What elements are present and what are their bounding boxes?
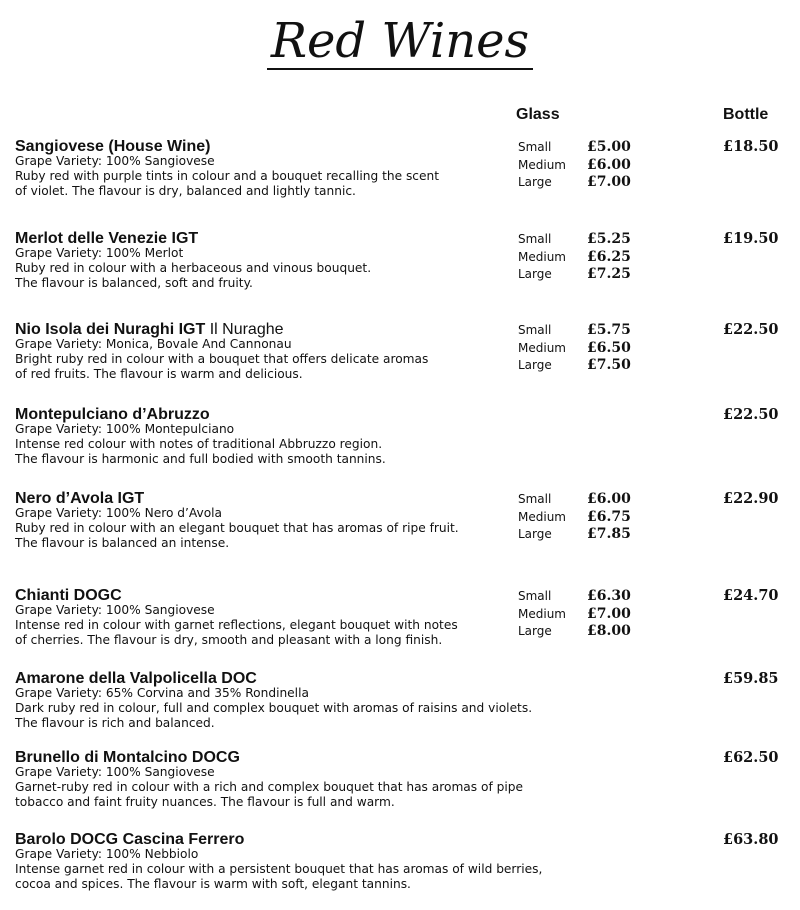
glass-price: £5.25 bbox=[587, 231, 631, 247]
wine-description: The flavour is balanced an intense. bbox=[15, 536, 230, 550]
bottle-price: £59.85 bbox=[723, 670, 779, 687]
glass-price: £7.00 bbox=[587, 174, 631, 190]
wine-description: Intense red colour with notes of traditional Abbruzzo region. bbox=[15, 437, 383, 451]
glass-size: Small bbox=[518, 589, 552, 603]
wine-description: The flavour is rich and balanced. bbox=[15, 716, 215, 730]
glass-prices bbox=[518, 322, 638, 375]
glass-price: £5.00 bbox=[587, 139, 631, 155]
glass-prices bbox=[518, 231, 638, 284]
wine-description: Bright ruby red in colour with a bouquet that offers delicate aromas bbox=[15, 352, 429, 366]
wine-item bbox=[15, 586, 785, 666]
glass-price: £6.00 bbox=[587, 491, 631, 507]
bottle-price: £22.90 bbox=[723, 490, 779, 507]
glass-size: Large bbox=[518, 624, 552, 638]
wine-description: of violet. The flavour is dry, balanced and lightly tannic. bbox=[15, 184, 356, 198]
glass-size: Large bbox=[518, 267, 552, 281]
glass-size: Small bbox=[518, 140, 552, 154]
glass-price: £6.50 bbox=[587, 339, 631, 356]
glass-price: £7.85 bbox=[587, 526, 631, 542]
wine-item bbox=[15, 830, 785, 910]
wine-description: Ruby red in colour with a herbaceous and vinous bouquet. bbox=[15, 261, 372, 275]
grape-variety: Grape Variety: 100% Sangiovese bbox=[15, 154, 215, 168]
wine-name: Nero d’Avola IGT bbox=[15, 490, 145, 507]
bottle-price: £62.50 bbox=[723, 749, 779, 766]
glass-prices bbox=[518, 588, 638, 641]
glass-price: £6.30 bbox=[587, 588, 631, 604]
grape-variety: Grape Variety: 100% Nebbiolo bbox=[15, 847, 199, 861]
glass-column-header: Glass bbox=[516, 106, 560, 123]
wine-name: Merlot delle Venezie IGT bbox=[15, 230, 199, 247]
wine-description: Ruby red with purple tints in colour and a bouquet recalling the scent bbox=[15, 169, 440, 183]
grape-variety: Grape Variety: 65% Corvina and 35% Rondinella bbox=[15, 686, 309, 700]
wine-name: Chianti DOGC bbox=[15, 587, 122, 604]
wine-description: Garnet-ruby red in colour with a rich and complex bouquet that has aromas of pipe bbox=[15, 780, 523, 794]
glass-size: Small bbox=[518, 232, 552, 246]
glass-size: Medium bbox=[518, 249, 566, 264]
wine-description: of cherries. The flavour is dry, smooth and pleasant with a long finish. bbox=[15, 633, 443, 647]
glass-prices bbox=[518, 491, 638, 544]
wine-description: of red fruits. The flavour is warm and delicious. bbox=[15, 367, 303, 381]
grape-variety: Grape Variety: 100% Nero d’Avola bbox=[15, 506, 223, 520]
wine-name: Amarone della Valpolicella DOC bbox=[15, 670, 257, 687]
wine-item bbox=[15, 137, 785, 217]
bottle-price: £18.50 bbox=[723, 138, 779, 155]
wine-item bbox=[15, 229, 785, 309]
wine-item bbox=[15, 405, 785, 485]
glass-size: Medium bbox=[518, 606, 566, 621]
wine-name: Barolo DOCG Cascina Ferrero bbox=[15, 831, 245, 848]
wine-description: Intense red in colour with garnet reflections, elegant bouquet with notes bbox=[15, 618, 458, 632]
bottle-price: £19.50 bbox=[723, 230, 779, 247]
wine-description: Ruby red in colour with an elegant bouquet that has aromas of ripe fruit. bbox=[15, 521, 459, 535]
glass-price: £7.25 bbox=[587, 266, 631, 282]
wine-name: Nio Isola dei Nuraghi IGT Il Nuraghe bbox=[15, 321, 284, 338]
glass-price: £7.50 bbox=[587, 357, 631, 373]
glass-size: Medium bbox=[518, 340, 566, 355]
wine-description: The flavour is balanced, soft and fruity. bbox=[15, 276, 253, 290]
glass-price: £6.25 bbox=[587, 248, 631, 265]
wine-description: Intense garnet red in colour with a persistent bouquet that has aromas of wild berries, bbox=[15, 862, 543, 876]
bottle-price: £63.80 bbox=[723, 831, 779, 848]
bottle-price: £22.50 bbox=[723, 406, 779, 423]
glass-size: Medium bbox=[518, 157, 566, 172]
glass-size: Large bbox=[518, 175, 552, 189]
bottle-column-header: Bottle bbox=[723, 106, 769, 123]
grape-variety: Grape Variety: 100% Montepulciano bbox=[15, 422, 235, 436]
wine-description: cocoa and spices. The flavour is warm with soft, elegant tannins. bbox=[15, 877, 411, 891]
wine-name: Montepulciano d’Abruzzo bbox=[15, 406, 210, 423]
bottle-price: £24.70 bbox=[723, 587, 779, 604]
wine-item bbox=[15, 669, 785, 749]
wine-description: The flavour is harmonic and full bodied with smooth tannins. bbox=[15, 452, 386, 466]
glass-price: £7.00 bbox=[587, 605, 631, 622]
grape-variety: Grape Variety: 100% Sangiovese bbox=[15, 765, 215, 779]
glass-price: £8.00 bbox=[587, 623, 631, 639]
grape-variety: Grape Variety: 100% Merlot bbox=[15, 246, 184, 260]
grape-variety: Grape Variety: 100% Sangiovese bbox=[15, 603, 215, 617]
glass-price: £6.75 bbox=[587, 508, 631, 525]
glass-prices bbox=[518, 139, 638, 192]
wine-item bbox=[15, 748, 785, 828]
glass-size: Small bbox=[518, 323, 552, 337]
grape-variety: Grape Variety: Monica, Bovale And Cannonau bbox=[15, 337, 292, 351]
glass-size: Small bbox=[518, 492, 552, 506]
wine-name: Brunello di Montalcino DOCG bbox=[15, 749, 240, 766]
glass-size: Large bbox=[518, 358, 552, 372]
wine-item bbox=[15, 489, 785, 569]
glass-price: £5.75 bbox=[587, 322, 631, 338]
page-title: Red Wines bbox=[0, 12, 800, 70]
wine-description: tobacco and faint fruity nuances. The flavour is full and warm. bbox=[15, 795, 395, 809]
wine-description: Dark ruby red in colour, full and complex bouquet with aromas of raisins and violets. bbox=[15, 701, 533, 715]
wine-item bbox=[15, 320, 785, 400]
glass-size: Large bbox=[518, 527, 552, 541]
bottle-price: £22.50 bbox=[723, 321, 779, 338]
wine-name: Sangiovese (House Wine) bbox=[15, 138, 211, 155]
glass-price: £6.00 bbox=[587, 156, 631, 173]
glass-size: Medium bbox=[518, 509, 566, 524]
